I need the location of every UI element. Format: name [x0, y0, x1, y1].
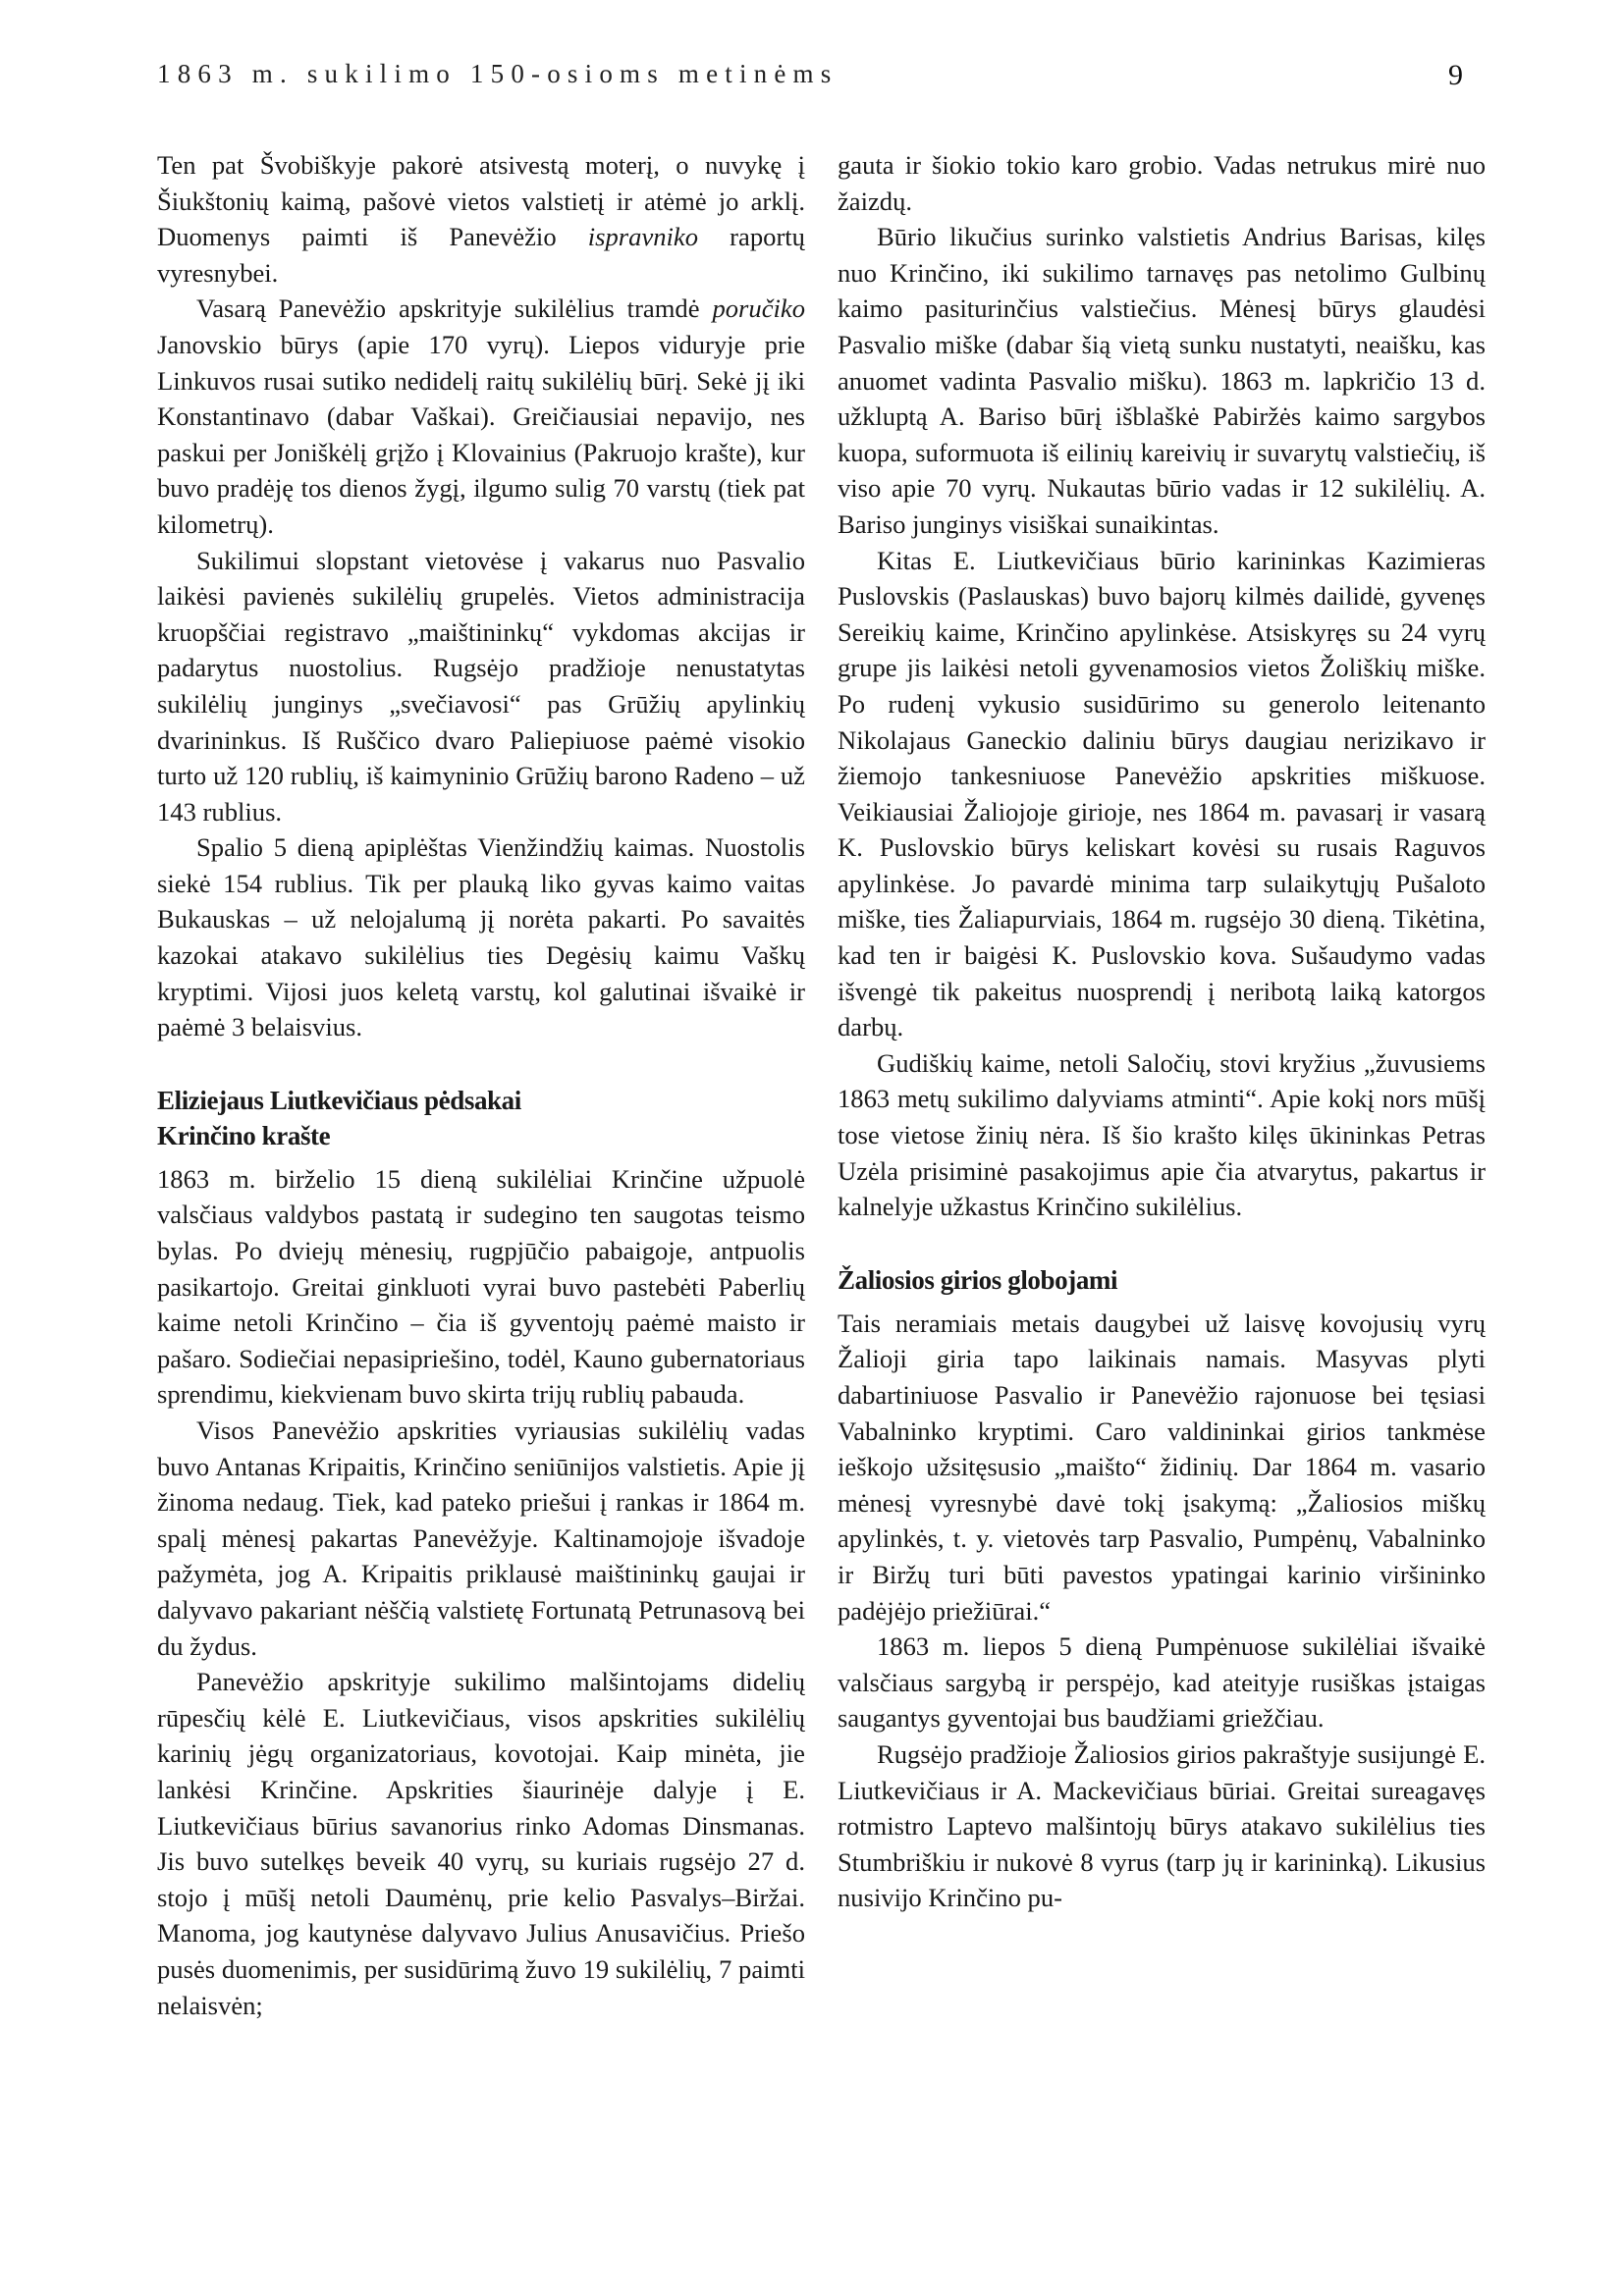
paragraph: Kitas E. Liutkevičiaus būrio karininkas Kazimieras Puslovskis (Paslauskas) buvo bajorų kilmės dailidė, gyvenęs Sereikių kaime, Krinčino apylinkėse. Atsiskyręs su 24 vyrų grupe jis laikėsi netoli gyvenamosios vietos Žoliškių miške. Po rudenį vykusio susidūrimo su generolo leitenanto Nikolajaus Ganeckio daliniu būrys daugiau nerizikavo ir žiemojo tankesniuose Panevėžio apskrities miškuose. Veikiausiai Žaliojoje girioje, nes 1864 m. pavasarį ir vasarą K. Puslovskio būrys keliskart kovėsi su rusais Raguvos apylinkėse. Jo pavardė minima tarp sulaikytųjų Pušaloto miške, ties Žaliapurviais, 1864 m. rugsėjo 30 dieną. Tikėtina, kad ten ir baigėsi K. Puslovskio kova. Sušaudymo vadas išvengė tik pakeitus nuosprendį į neribotą laiką katorgos darbų. — [838, 545, 1486, 1042]
paragraph: Tais neramiais metais daugybei už laisvę kovojusių vyrų Žalioji giria tapo laikinais namais. Masyvas plyti dabartiniuose Pasvalio ir Panevėžio rajonuose bei tęsiasi Vabalninko kryptimi. Caro valdininkai girios tankmėse ieškojo užsitęsusio „maišto“ židinių. Dar 1864 m. vasario mėnesį vyresnybė davė tokį įsakymą: „Žaliosios miškų apylinkės, t. y. vietovės tarp Pasvalio, Pumpėnų, Vabalninko ir Biržų turi būti pavestos ypatingai karinio viršininko padėjėjo priežiūrai.“ — [838, 1308, 1486, 1626]
paragraph: gauta ir šiokio tokio karo grobio. Vadas netrukus mirė nuo žaizdų. — [838, 150, 1486, 216]
italic-term: ispravniko — [587, 222, 699, 252]
paragraph: Gudiškių kaime, netoli Saločių, stovi kryžius „žuvusiems 1863 metų sukilimo dalyviams atminti“. Apie kokį nors mūšį tose vietose žinių nėra. Iš šio krašto kilęs ūkininkas Petras Uzėla prisiminė pasakojimus apie čia atvarytus, pakartus ir kalnelyje užkastus Krinčino sukilėlius. — [838, 1047, 1486, 1222]
right-column — [838, 147, 1486, 1916]
italic-term: poručiko — [712, 294, 805, 324]
paragraph: 1863 m. birželio 15 dieną sukilėliai Krinčine užpuolė valsčiaus valdybos pastatą ir sudegino ten saugotas teismo bylas. Po dviejų mėnesių, rugpjūčio pabaigoje, antpuolis pasikartojo. Greitai ginkluoti vyrai buvo pastebėti Paberlių kaime netoli Krinčino – čia iš gyventojų paėmė maisto ir pašaro. Sodiečiai nepasipriešino, todėl, Kauno gubernatoriaus sprendimu, kiekvienam buvo skirta trijų rublių pabauda. — [157, 1163, 805, 1410]
page-number: 9 — [1448, 59, 1463, 91]
running-title: 1863 m. sukilimo 150-osioms metinėms — [157, 59, 839, 88]
left-column — [157, 147, 805, 2023]
paragraph: Ten pat Švobiškyje pakorė atsivestą moterį, o nuvykę į Šiukštonių kaimą, pašovė vietos valstietį ir atėmė jo arklį. Duomenys paimti iš Panevėžio ispravniko raportų vyresnybei. — [157, 150, 805, 288]
paragraph: Visos Panevėžio apskrities vyriausias sukilėlių vadas buvo Antanas Kripaitis, Krinčino seniūnijos valstietis. Apie jį žinoma nedaug. Tiek, kad pateko priešui į rankas ir 1864 m. spalį mėnesį pakartas Panevėžyje. Kaltinamojoje išvadoje pažymėta, jog A. Kripaitis priklausė maištininkų gaujai ir dalyvavo pakariant nėščią valstietę Fortunatą Petrunasovą bei du žydus. — [157, 1415, 805, 1661]
running-header — [157, 59, 1473, 98]
paragraph: Būrio likučius surinko valstietis Andrius Barisas, kilęs nuo Krinčino, iki sukilimo tarnavęs pas netolimo Gulbinų kaimo pasiturinčius valstiečius. Mėnesį būrys glaudėsi Pasvalio miške (dabar šią vietą sunku nustatyti, neaišku, kas anuomet vadinta Pasvalio mišku). 1863 m. lapkričio 13 d. užkluptą A. Bariso būrį išblaškė Pabiržės kaimo sargybos kuopa, suformuota iš eilinių kareivių ir suvarytų valstiečių, iš viso apie 70 vyrų. Nukautas būrio vadas ir 12 sukilėlių. A. Bariso junginys visiškai sunaikintas. — [838, 222, 1486, 539]
section-heading: Žaliosios girios globojami — [838, 1264, 1118, 1295]
section-heading: Eliziejaus Liutkevičiaus pėdsakai Krinčino krašte — [157, 1085, 521, 1150]
paragraph: 1863 m. liepos 5 dieną Pumpėnuose sukilėliai išvaikė valsčiaus sargybą ir perspėjo, kad ateityje rusiškas įstaigas saugantys gyventojai bus baudžiami griežčiau. — [838, 1631, 1486, 1734]
paragraph: Rugsėjo pradžioje Žaliosios girios pakraštyje susijungė E. Liutkevičiaus ir A. Mackevičiaus būriai. Greitai sureagavęs rotmistro Laptevo malšintojų būrys atakavo sukilėlius ties Stumbriškiu ir nukovė 8 vyrus (tarp jų ir karininką). Likusius nusivijo Krinčino pu- — [838, 1738, 1486, 1913]
paragraph: Vasarą Panevėžio apskrityje sukilėlius tramdė poručiko Janovskio būrys (apie 170 vyrų). Liepos viduryje prie Linkuvos rusai sutiko nedidelį raitų sukilėlių būrį. Sekė jį iki Konstantinavo (dabar Vaškai). Greičiausiai nepavijo, nes paskui per Joniškėlį grįžo į Klovainius (Pakruojo krašte), kur buvo pradėję tos dienos žygį, ilgumo sulig 70 varstų (tiek pat kilometrų). — [157, 294, 805, 539]
paragraph: Spalio 5 dieną apiplėštas Vienžindžių kaimas. Nuostolis siekė 154 rublius. Tik per plauką liko gyvas kaimo vaitas Bukauskas – už nelojalumą jį norėta pakarti. Po savaitės kazokai atakavo sukilėlius ties Degėsių kaimu Vaškų kryptimi. Vijosi juos keletą varstų, kol galutinai išvaikė ir paėmė 3 belaisvius. — [157, 832, 805, 1042]
paragraph: Panevėžio apskrityje sukilimo malšintojams didelių rūpesčių kėlė E. Liutkevičiaus, visos apskrities sukilėlių karinių jėgų organizatoriaus, kovotojai. Kaip minėta, jie lankėsi Krinčine. Apskrities šiaurinėje dalyje į E. Liutkevičiaus būrius savanorius rinko Adomas Dinsmanas. Jis buvo sutelkęs beveik 40 vyrų, su kuriais rugsėjo 27 d. stojo į mūšį netoli Daumėnų, prie kelio Pasvalys–Biržai. Manoma, jog kautynėse dalyvavo Julius Anusavičius. Priešo pusės duomenimis, per susidūrimą žuvo 19 sukilėlių, 7 paimti nelaisvėn; — [157, 1667, 805, 2020]
paragraph: Sukilimui slopstant vietovėse į vakarus nuo Pasvalio laikėsi pavienės sukilėlių grupelės. Vietos administracija kruopščiai registravo „maištininkų“ vykdomas akcijas ir padarytus nuostolius. Rugsėjo pradžioje nenustatytas sukilėlių junginys „svečiavosi“ pas Grūžių apylinkių dvarininkus. Iš Ruščico dvaro Paliepiuose paėmė visokio turto už 120 rublių, iš kaimyninio Grūžių barono Radeno – už 143 rublius. — [157, 545, 805, 827]
